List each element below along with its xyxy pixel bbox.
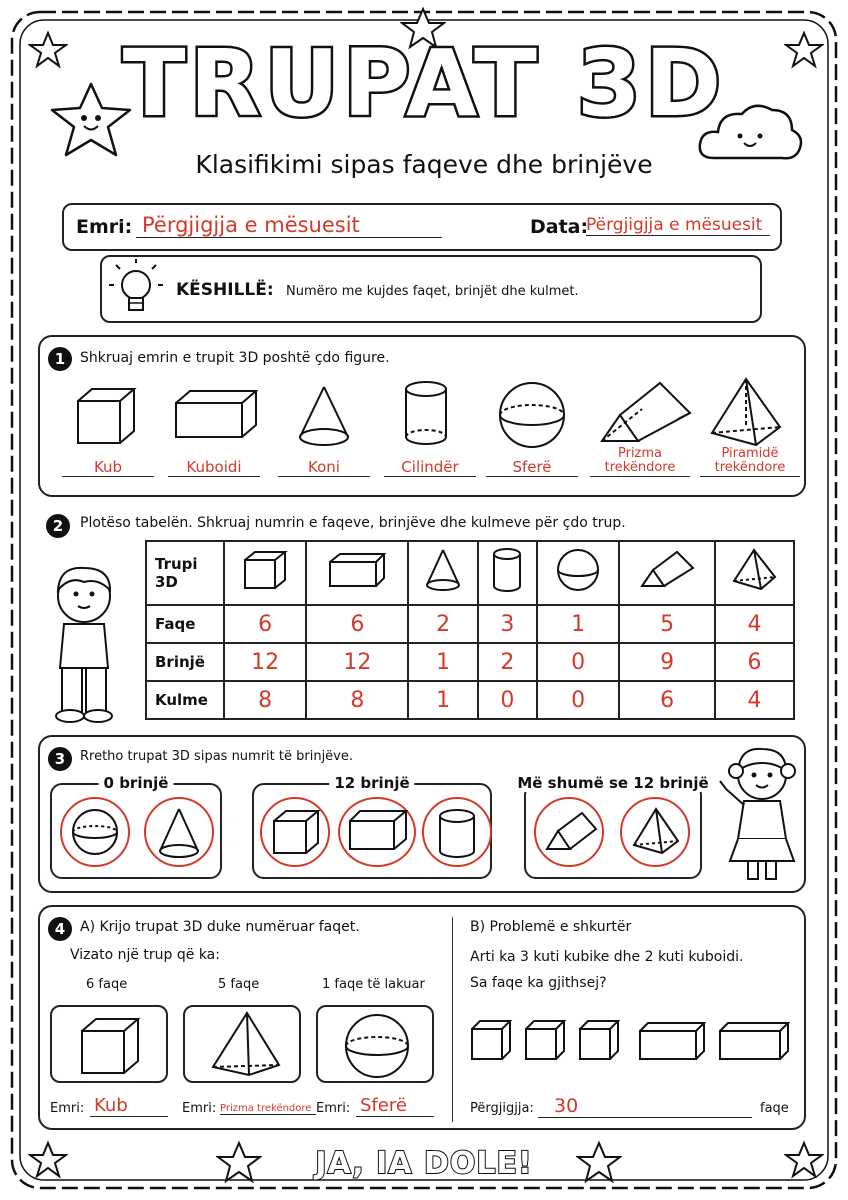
date-field[interactable]: Përgjigjja e mësuesit bbox=[586, 215, 770, 236]
girl-illustration bbox=[716, 741, 802, 891]
page-title: TRUPAT 3D bbox=[122, 30, 726, 137]
question-1-box bbox=[38, 335, 806, 497]
name-field[interactable]: Përgjigjja e mësuesit bbox=[136, 213, 442, 238]
group-more-than-12-edges bbox=[517, 774, 709, 879]
group-0-edges bbox=[50, 774, 222, 879]
answer-prism[interactable]: Prizma trekëndore bbox=[590, 447, 690, 477]
table-cell[interactable]: 0 bbox=[478, 681, 537, 719]
table-cell[interactable]: 2 bbox=[478, 643, 537, 681]
table-cell[interactable]: 1 bbox=[408, 681, 477, 719]
table-row-header: Brinjë bbox=[146, 643, 224, 681]
table-row bbox=[146, 605, 794, 643]
table-row bbox=[146, 643, 794, 681]
boxes-illustration bbox=[470, 1017, 800, 1067]
table-cell-cube bbox=[224, 541, 306, 605]
cylinder-icon bbox=[402, 379, 450, 449]
problem-line-2: Sa faqe ka gjithsej? bbox=[470, 975, 607, 991]
cone-icon bbox=[296, 385, 352, 449]
answer-field[interactable]: 30 bbox=[538, 1095, 752, 1118]
group-title: 12 brinjë bbox=[329, 774, 414, 792]
triangular-pyramid-icon bbox=[708, 377, 784, 451]
answer-cone[interactable]: Koni bbox=[278, 459, 370, 477]
answer-cube[interactable]: Kub bbox=[62, 459, 154, 477]
table-row-header: Trupi 3D bbox=[146, 541, 224, 605]
problem-line-1: Arti ka 3 kuti kubike dhe 2 kuti kuboidi. bbox=[470, 949, 744, 965]
table-cell[interactable]: 6 bbox=[619, 681, 715, 719]
question-number: 4 bbox=[48, 917, 72, 941]
answer-cuboid[interactable]: Kuboidi bbox=[168, 459, 260, 477]
part-a-title: A) Krijo trupat 3D duke numëruar faqet. bbox=[80, 919, 360, 935]
circled-sphere[interactable] bbox=[60, 797, 130, 867]
question-number: 3 bbox=[48, 747, 72, 771]
name-label: Emri: bbox=[182, 1101, 217, 1116]
table-cell[interactable]: 9 bbox=[619, 643, 715, 681]
table-cell-sphere bbox=[537, 541, 619, 605]
tip-label: KËSHILLË: bbox=[176, 280, 274, 300]
table-cell[interactable]: 1 bbox=[537, 605, 619, 643]
circled-cone[interactable] bbox=[144, 797, 214, 867]
name-date-box bbox=[62, 203, 782, 251]
face-label: 6 faqe bbox=[86, 977, 128, 992]
group-title: Më shumë se 12 brinjë bbox=[512, 774, 713, 792]
table-cell[interactable]: 8 bbox=[306, 681, 408, 719]
circled-cylinder[interactable] bbox=[422, 797, 492, 867]
tip-box bbox=[100, 255, 762, 323]
table-cell[interactable]: 6 bbox=[715, 643, 794, 681]
face-label: 1 faqe të lakuar bbox=[322, 977, 425, 992]
question-1-instruction: Shkruaj emrin e trupit 3D poshtë çdo figure. bbox=[80, 350, 390, 366]
cuboid-icon bbox=[174, 389, 258, 441]
group-12-edges bbox=[252, 774, 492, 879]
shape-name-answer[interactable]: Kub bbox=[90, 1095, 168, 1117]
table-row bbox=[146, 681, 794, 719]
table-cell[interactable]: 12 bbox=[224, 643, 306, 681]
lightbulb-icon bbox=[106, 259, 166, 321]
shape-name-answer[interactable]: Prizma trekëndore bbox=[220, 1103, 316, 1115]
question-number: 1 bbox=[48, 347, 72, 371]
circled-cuboid[interactable] bbox=[338, 797, 416, 867]
table-cell[interactable]: 5 bbox=[619, 605, 715, 643]
answer-pyramid[interactable]: Piramidë trekëndore bbox=[700, 447, 800, 477]
name-label: Emri: bbox=[316, 1101, 351, 1116]
table-cell[interactable]: 0 bbox=[537, 643, 619, 681]
table-cell[interactable]: 4 bbox=[715, 605, 794, 643]
question-3-instruction: Rretho trupat 3D sipas numrit të brinjëve. bbox=[80, 749, 353, 764]
date-label: Data: bbox=[530, 216, 589, 238]
table-cell[interactable]: 2 bbox=[408, 605, 477, 643]
table-cell[interactable]: 3 bbox=[478, 605, 537, 643]
shape-name-answer[interactable]: Sferë bbox=[356, 1095, 434, 1117]
question-number: 2 bbox=[46, 514, 70, 538]
table-cell[interactable]: 12 bbox=[306, 643, 408, 681]
answer-cylinder[interactable]: Cilindër bbox=[384, 459, 476, 477]
tip-text: Numëro me kujdes faqet, brinjët dhe kulmet. bbox=[286, 284, 579, 299]
circled-pyramid[interactable] bbox=[620, 797, 690, 867]
footer-banner: JA, IA DOLE! bbox=[315, 1146, 533, 1181]
page-subtitle: Klasifikimi sipas faqeve dhe brinjëve bbox=[195, 150, 653, 179]
part-b-title: B) Problemë e shkurtër bbox=[470, 919, 632, 935]
triangular-prism-icon bbox=[598, 379, 694, 449]
sphere-icon bbox=[496, 379, 568, 451]
part-a-subtitle: Vizato një trup që ka: bbox=[70, 947, 220, 963]
table-row bbox=[146, 541, 794, 605]
name-label: Emri: bbox=[50, 1101, 85, 1116]
answer-unit: faqe bbox=[760, 1101, 789, 1116]
table-cell-cuboid bbox=[306, 541, 408, 605]
table-cell-prism bbox=[619, 541, 715, 605]
answer-sphere[interactable]: Sferë bbox=[486, 459, 578, 477]
table-row-header: Kulme bbox=[146, 681, 224, 719]
group-title: 0 brinjë bbox=[99, 774, 174, 792]
table-cell[interactable]: 6 bbox=[306, 605, 408, 643]
boy-illustration bbox=[40, 560, 130, 728]
question-4-box bbox=[38, 905, 806, 1130]
cube-icon bbox=[74, 385, 138, 449]
table-cell-pyramid bbox=[715, 541, 794, 605]
answer-label: Përgjigjja: bbox=[470, 1101, 534, 1116]
table-cell-cylinder bbox=[478, 541, 537, 605]
circled-prism[interactable] bbox=[534, 797, 604, 867]
table-cell[interactable]: 4 bbox=[715, 681, 794, 719]
drawing-box-cube[interactable] bbox=[50, 1005, 168, 1083]
table-row-header: Faqe bbox=[146, 605, 224, 643]
face-label: 5 faqe bbox=[218, 977, 260, 992]
drawing-box-pyramid[interactable] bbox=[183, 1005, 301, 1083]
table-cell[interactable]: 0 bbox=[537, 681, 619, 719]
table-cell-cone bbox=[408, 541, 477, 605]
drawing-box-sphere[interactable] bbox=[316, 1005, 434, 1083]
circled-cube[interactable] bbox=[260, 797, 330, 867]
name-label: Emri: bbox=[76, 216, 133, 238]
table-cell[interactable]: 1 bbox=[408, 643, 477, 681]
question-2-instruction: Plotëso tabelën. Shkruaj numrin e faqeve, brinjëve dhe kulmeve për çdo trup. bbox=[80, 515, 626, 531]
section-divider bbox=[452, 917, 453, 1122]
question-3-box bbox=[38, 735, 806, 893]
table-cell[interactable]: 8 bbox=[224, 681, 306, 719]
table-cell[interactable]: 6 bbox=[224, 605, 306, 643]
solids-table bbox=[145, 540, 795, 720]
